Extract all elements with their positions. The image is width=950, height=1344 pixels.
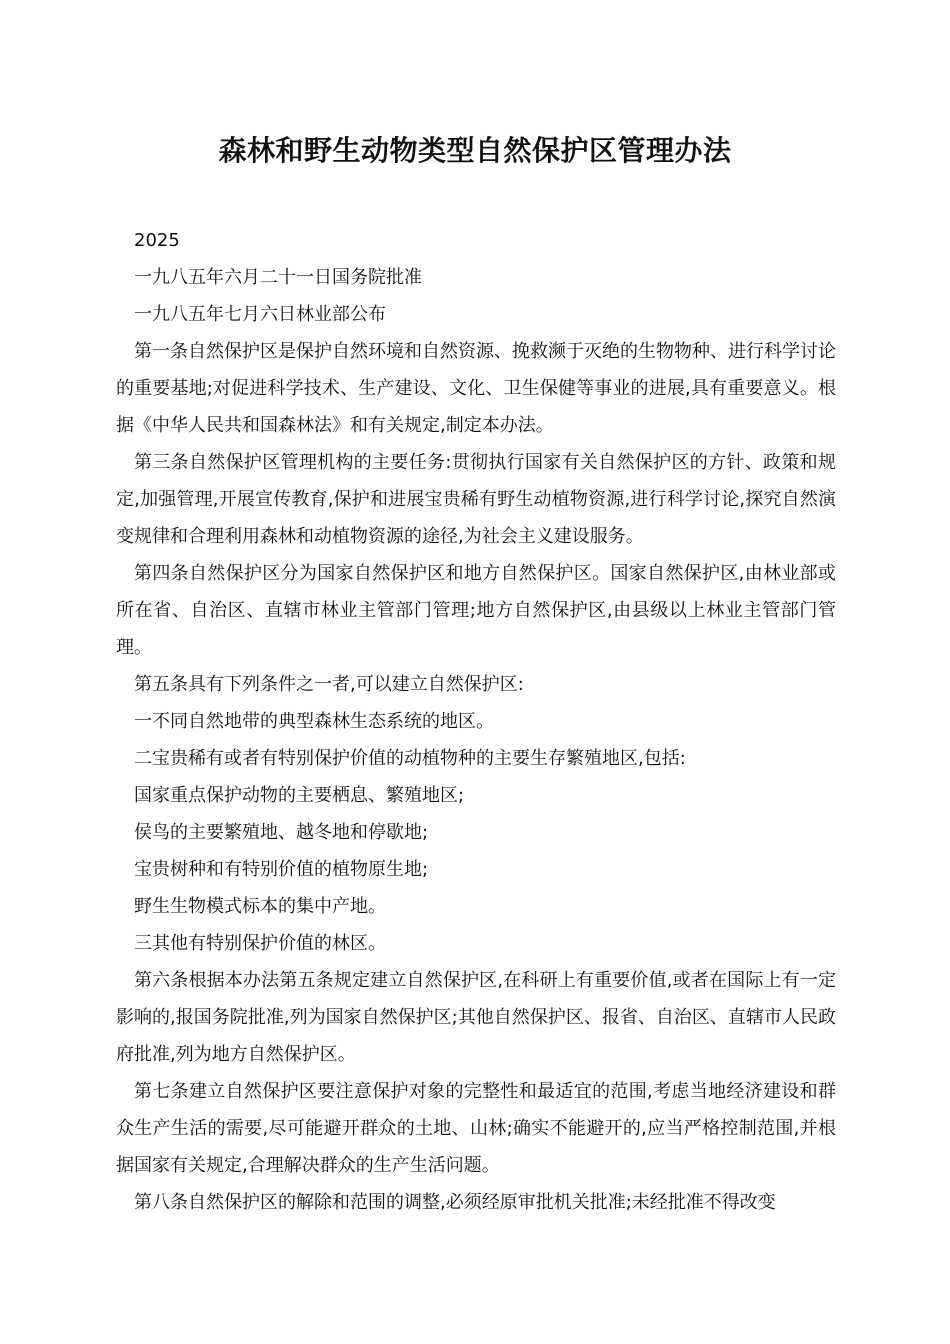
paragraph-article-4: 第四条自然保护区分为国家自然保护区和地方自然保护区。国家自然保护区,由林业部或所在省、自治区、直辖市林业主管部门管理;地方自然保护区,由县级以上林业主管部门管理。 bbox=[116, 563, 836, 658]
paragraph-condition-2-item-2: 侯鸟的主要繁殖地、越冬地和停歇地; bbox=[134, 822, 429, 843]
paragraph-condition-2-item-3: 宝贵树种和有特别价值的植物原生地; bbox=[134, 859, 429, 880]
paragraph-condition-2-item-1: 国家重点保护动物的主要栖息、繁殖地区; bbox=[134, 785, 465, 806]
paragraph-article-6: 第六条根据本办法第五条规定建立自然保护区,在科研上有重要价值,或者在国际上有一定影响的,报国务院批准,列为国家自然保护区;其他自然保护区、报省、自治区、直辖市人民政府批准,列为地方自然保护区。 bbox=[116, 970, 836, 1065]
paragraph-approval-date: 一九八五年六月二十一日国务院批准 bbox=[134, 267, 422, 288]
document-title: 森林和野生动物类型自然保护区管理办法 bbox=[218, 134, 732, 167]
paragraph-year: 2025 bbox=[134, 230, 180, 251]
paragraph-article-5: 第五条具有下列条件之一者,可以建立自然保护区: bbox=[134, 674, 524, 695]
paragraph-condition-1: 一不同自然地带的典型森林生态系统的地区。 bbox=[134, 711, 494, 732]
paragraph-condition-3: 三其他有特别保护价值的林区。 bbox=[134, 933, 386, 954]
paragraph-article-7: 第七条建立自然保护区要注意保护对象的完整性和最适宜的范围,考虑当地经济建设和群众生产生活的需要,尽可能避开群众的土地、山林;确实不能避开的,应当严格控制范围,并根据国家有关规定,合理解决群众的生产生活问题。 bbox=[116, 1081, 836, 1176]
paragraph-condition-2: 二宝贵稀有或者有特别保护价值的动植物种的主要生存繁殖地区,包括: bbox=[134, 748, 686, 769]
paragraph-article-3: 第三条自然保护区管理机构的主要任务:贯彻执行国家有关自然保护区的方针、政策和规定,加强管理,开展宣传教育,保护和进展宝贵稀有野生动植物资源,进行科学讨论,探究自然演变规律和合理利用森林和动植物资源的途径,为社会主义建设服务。 bbox=[116, 452, 836, 547]
document-body bbox=[116, 222, 836, 1221]
paragraph-article-8: 第八条自然保护区的解除和范围的调整,必须经原审批机关批准;未经批准不得改变 bbox=[134, 1192, 776, 1213]
paragraph-condition-2-item-4: 野生生物模式标本的集中产地。 bbox=[134, 896, 386, 917]
paragraph-article-1: 第一条自然保护区是保护自然环境和自然资源、挽救濒于灭绝的生物物种、进行科学讨论的重要基地;对促进科学技术、生产建设、文化、卫生保健等事业的进展,具有重要意义。根据《中华人民共和国森林法》和有关规定,制定本办法。 bbox=[116, 341, 836, 436]
paragraph-publish-date: 一九八五年七月六日林业部公布 bbox=[134, 304, 386, 325]
